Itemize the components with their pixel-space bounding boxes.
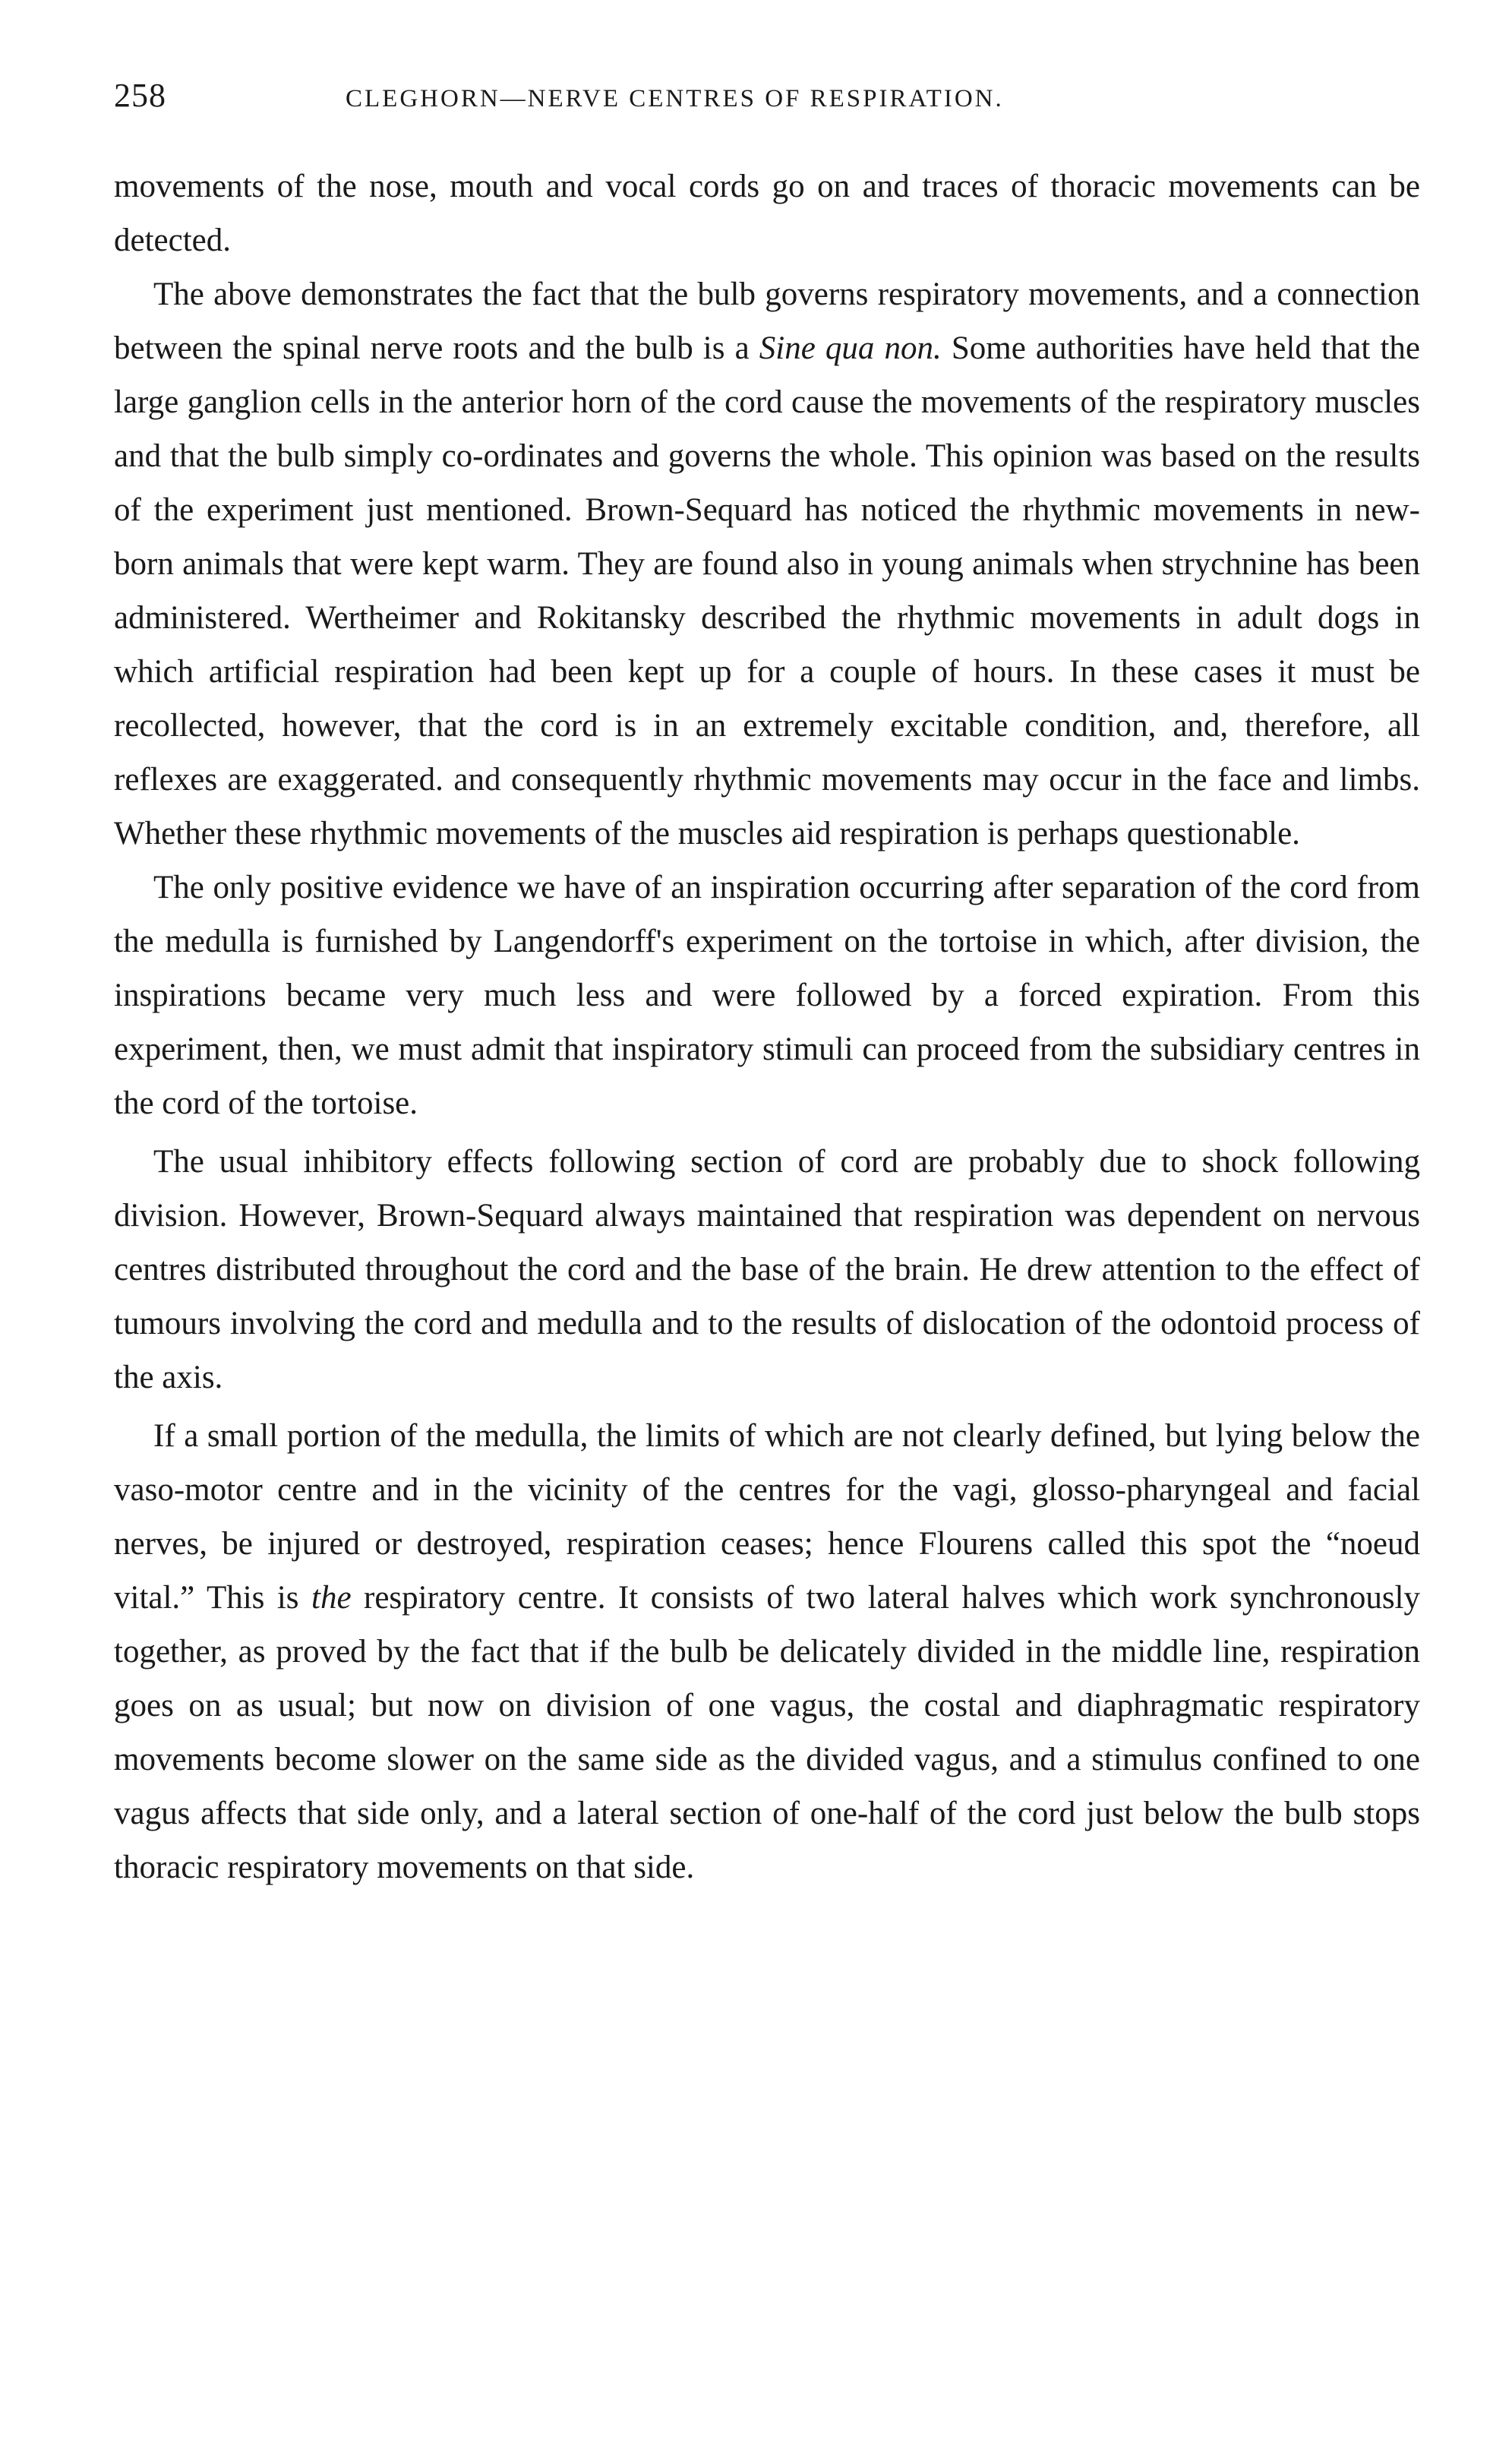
paragraph-5-text-a: If a small portion of the medulla, the limits of which are not clearly defined, but lying below the vaso-motor centre and in the vicinity of the centres for the vagi, glosso-pharyngeal and facial nerves, be injured or destroyed, respiration ceases; hence Flourens called this spot the “noeud vital.” This is (114, 1418, 1420, 1616)
running-title: CLEGHORN—NERVE CENTRES OF RESPIRATION. (346, 85, 1004, 112)
paragraph-2-text-b: Some authorities have held that the large ganglion cells in the anterior horn of the cord cause the movements of the respiratory muscles and that the bulb simply co-ordinates and governs the whole. This opinion was based on the results of the experiment just mentioned. Brown-Sequard has noticed the rhythmic movements in new-born animals that were kept warm. They are found also in young animals when strychnine has been administered. Wertheimer and Rokitansky described the rhythmic movements in adult dogs in which artificial respiration had been kept up for a couple of hours. In these cases it must be recollected, however, that the cord is in an extremely excitable condition, and, therefore, all reflexes are exaggerated. and consequently rhythmic movements may occur in the face and limbs. Whether these rhythmic movements of the muscles aid respiration is perhaps questionable. (114, 330, 1420, 851)
running-head (114, 76, 1420, 137)
paragraph-5 (114, 1409, 1420, 1894)
page-number: 258 (114, 77, 166, 114)
body-text (114, 160, 1420, 1894)
paragraph-4-text: The usual inhibitory effects following section of cord are probably due to shock following division. However, Brown-Sequard always maintained that respiration was dependent on nervous centres distributed throughout the cord and the base of the brain. He drew attention to the effect of tumours involving the cord and medulla and to the results of dislocation of the odontoid process of the axis. (114, 1144, 1420, 1395)
paragraph-2 (114, 267, 1420, 861)
paragraph-1-text: movements of the nose, mouth and vocal cords go on and traces of thoracic movements can be detected. (114, 169, 1420, 258)
paragraph-3-text: The only positive evidence we have of an inspiration occurring after separation of the cord from the medulla is furnished by Langendorff's experiment on the tortoise in which, after division, the inspirations became very much less and were followed by a forced expiration. From this experiment, then, we must admit that inspiratory stimuli can proceed from the subsidiary centres in the cord of the tortoise. (114, 870, 1420, 1121)
paragraph-5-text-b: respiratory centre. It consists of two lateral halves which work synchronously together, as proved by the fact that if the bulb be delicately divided in the middle line, respiration goes on as usual; but now on division of one vagus, the costal and diaphragmatic respiratory movements become slower on the same side as the divided vagus, and a stimulus confined to one vagus affects that side only, and a lateral section of one-half of the cord just below the bulb stops thoracic respiratory movements on that side. (114, 1580, 1420, 1885)
paragraph-3 (114, 861, 1420, 1130)
paragraph-4 (114, 1135, 1420, 1404)
paragraph-2-italic: Sine qua non. (759, 330, 942, 366)
paragraph-1 (114, 160, 1420, 267)
book-page (114, 76, 1420, 1894)
paragraph-5-italic: the (311, 1580, 352, 1616)
paragraph-2-text-a: The above demonstrates the fact that the bulb governs respiratory movements, and a connection between the spinal nerve roots and the bulb is a (114, 276, 1420, 366)
